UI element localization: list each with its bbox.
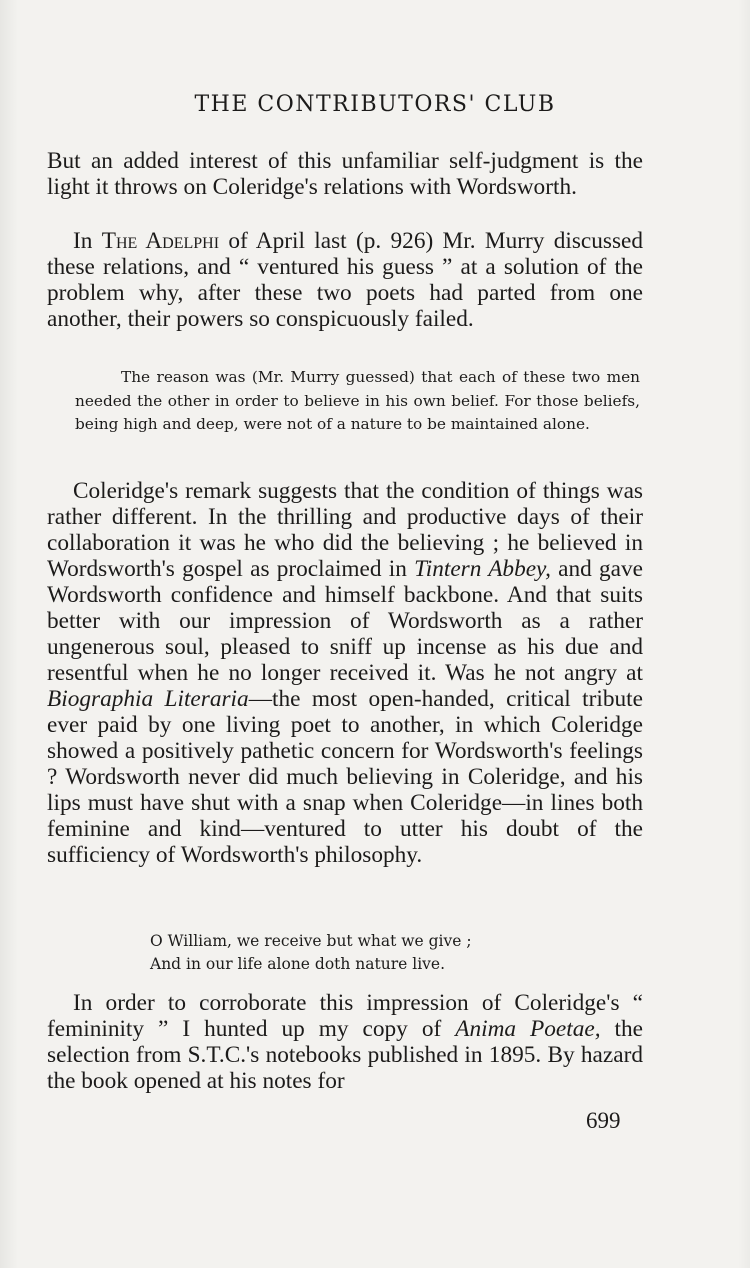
paragraph-4 bbox=[47, 990, 643, 1094]
paragraph-2-lead: In bbox=[73, 228, 102, 254]
paragraph-2-text: of April last (p. 926) Mr. Murry discussed these relations, and “ ventured his guess ” at a solution of the problem why, after these two poets had parted from one another, their powers so conspicuously failed. bbox=[47, 228, 644, 332]
biographia-literaria-title: Biographia Literaria bbox=[47, 686, 249, 712]
block-quote bbox=[75, 366, 640, 437]
journal-title: The Adelphi bbox=[101, 228, 220, 254]
paragraph-3 bbox=[47, 478, 643, 868]
paragraph-1-text: But an added interest of this unfamiliar self-judgment is the light it throws on Coleridge's relations with Wordsworth. bbox=[47, 148, 643, 200]
paragraph-1 bbox=[47, 148, 643, 200]
anima-poetae-title: Anima Poetae, bbox=[455, 1016, 601, 1042]
page-number: 699 bbox=[586, 1108, 621, 1133]
paragraph-4-part-1: In order to corroborate this impression of Coleridge's “ femininity ” I hunted up my copy of bbox=[47, 990, 643, 1042]
verse-line-2: And in our life alone doth nature live. bbox=[150, 954, 446, 973]
block-quote-text: The reason was (Mr. Murry guessed) that each of these two men needed the other in order to believe in his own belief. For those beliefs, being high and deep, were not of a nature to be maintained alone. bbox=[75, 368, 640, 433]
paragraph-3-part-3: —the most open-handed, critical tribute ever paid by one living poet to another, in which Coleridge showed a positively pathetic concern for Wordsworth's feelings ? Wordsworth never did much believing in Coleridge, and his lips must have shut with a snap when Coleridge—in lines both feminine and kind—ventured to utter his doubt of the sufficiency of Wordsworth's philosophy. bbox=[47, 686, 643, 868]
verse-quotation bbox=[150, 930, 610, 975]
tintern-abbey-title: Tintern Abbey, bbox=[414, 556, 551, 582]
paragraph-3-part-2: and gave Wordsworth confidence and himself backbone. And that suits better with our impression of Wordsworth as a rather ungenerous soul, pleased to sniff up incense as his due and resentful when he no longer received it. Was he not angry at bbox=[47, 556, 643, 686]
running-head: THE CONTRIBUTORS' CLUB bbox=[194, 92, 556, 117]
paragraph-4-part-2: the selection from S.T.C.'s notebooks published in 1895. By hazard the book opened at his notes for bbox=[47, 1016, 643, 1094]
paragraph-2 bbox=[47, 228, 643, 332]
paragraph-3-part-1: Coleridge's remark suggests that the condition of things was rather different. In the thrilling and productive days of their collaboration it was he who did the believing ; he believed in Wordsworth's gospel as proclaimed in bbox=[47, 478, 643, 582]
verse-line-1: O William, we receive but what we give ; bbox=[150, 932, 472, 950]
